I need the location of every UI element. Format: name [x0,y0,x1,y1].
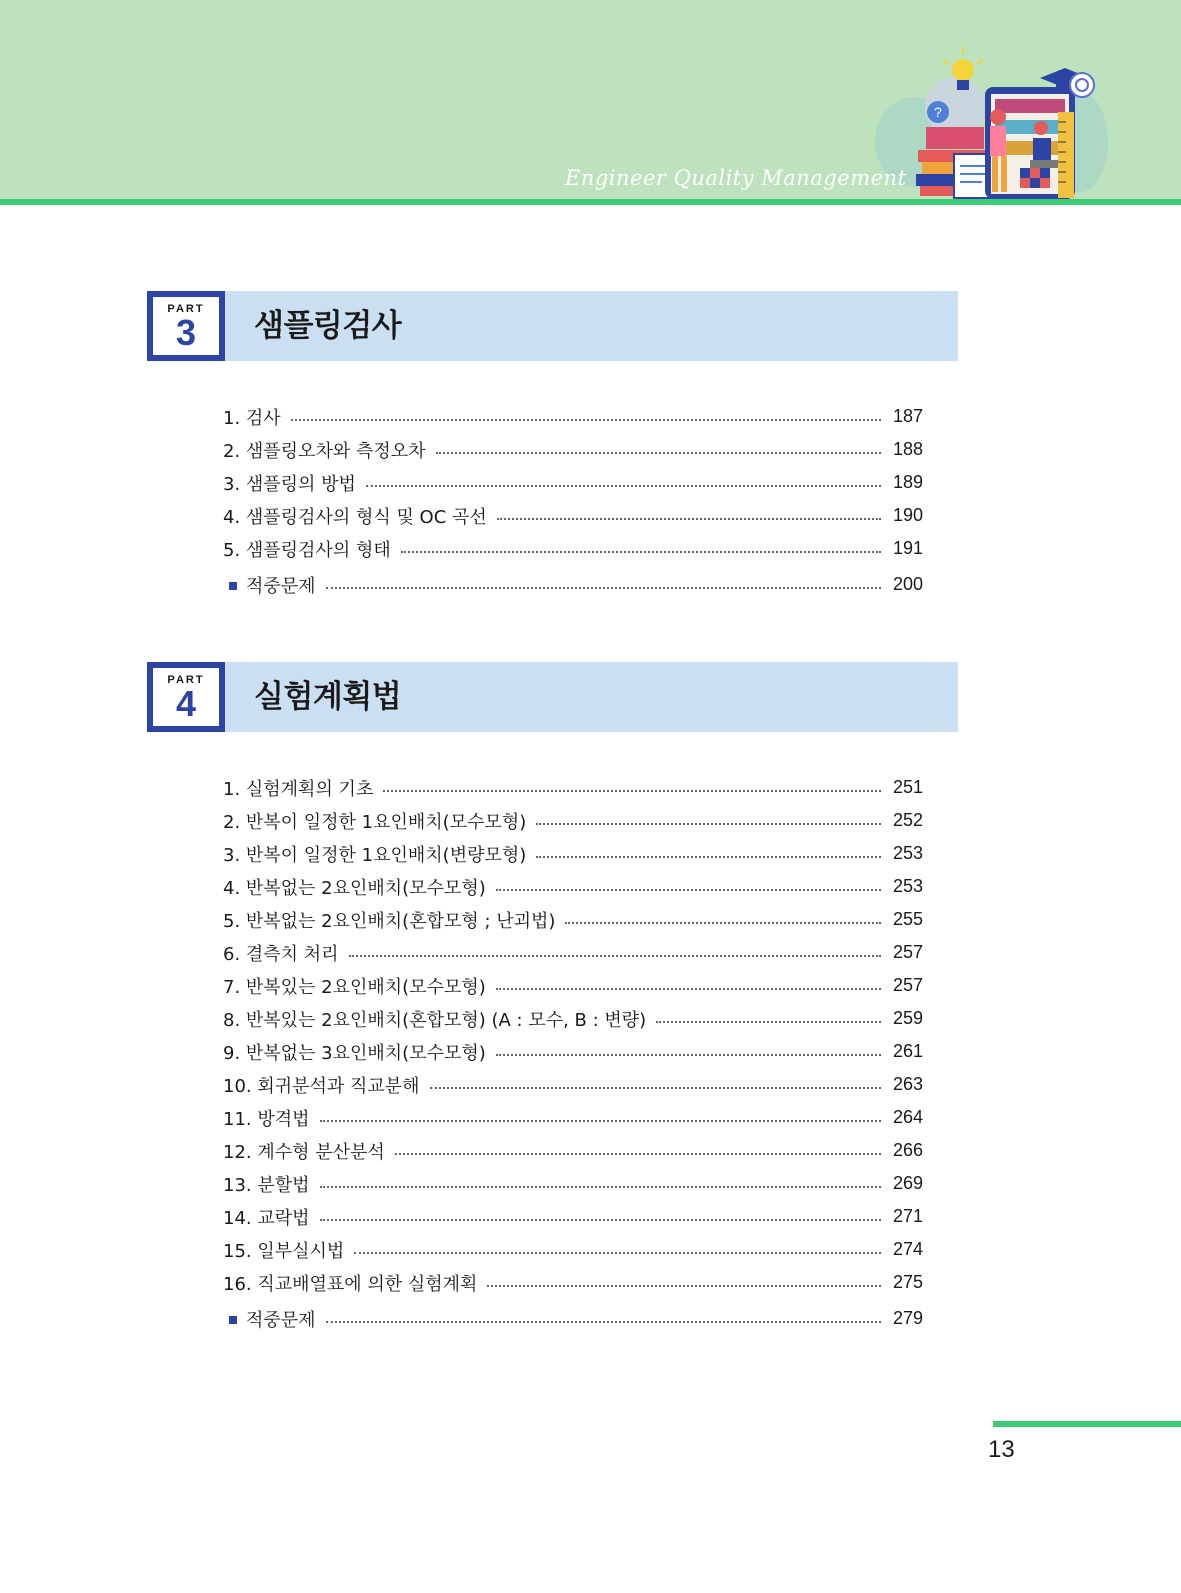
toc-entry-label: 15. 일부실시법 [223,1240,345,1262]
toc-entry-label: 6. 결측치 처리 [223,943,339,965]
toc-entry-label: 4. 반복없는 2요인배치(모수모형) [223,877,486,899]
toc-entry-page: 252 [892,810,923,830]
dot-leader [656,1021,881,1023]
toc-entry-label: 10. 회귀분석과 직교분해 [223,1075,420,1097]
toc-entry[interactable] [223,1167,923,1200]
toc-entry[interactable] [223,903,923,936]
toc-entry[interactable] [223,1035,923,1068]
toc-entry-page: 266 [892,1140,923,1160]
toc-exam-entry[interactable] [223,568,923,601]
toc-entry[interactable] [223,969,923,1002]
dot-leader [326,1321,881,1323]
toc-entry[interactable] [223,804,923,837]
dot-leader [326,587,881,589]
toc-entry[interactable] [223,936,923,969]
toc-entry-page: 275 [892,1272,923,1292]
part-label: PART [167,674,205,686]
toc-entry-label: 7. 반복있는 2요인배치(모수모형) [223,976,486,998]
toc-entry-label: 3. 반복이 일정한 1요인배치(변량모형) [223,844,527,866]
dot-leader [366,485,881,487]
toc-exam-label-wrap [223,1306,326,1332]
part-3-badge [147,291,225,361]
header-title: Engineer Quality Management [565,166,907,190]
toc-entry-label: 11. 방격법 [223,1108,310,1130]
part-4-header [147,662,958,732]
toc-entry-label: 13. 분할법 [223,1174,310,1196]
part-4-badge [147,662,225,732]
toc-entry-page: 189 [892,472,923,492]
dot-leader [320,1120,881,1122]
dot-leader [497,518,881,520]
dot-leader [565,922,881,924]
header-divider [0,199,1181,205]
toc-entry-label: 12. 계수형 분산분석 [223,1141,385,1163]
dot-leader [496,988,881,990]
toc-exam-entry[interactable] [223,1302,923,1335]
toc-entry-page: 271 [892,1206,923,1226]
page-header [0,0,1181,199]
toc-entry-page: 257 [892,975,923,995]
part-3-toc [223,400,923,601]
toc-entry[interactable] [223,1068,923,1101]
toc-entry-label: 2. 샘플링오차와 측정오차 [223,440,426,462]
part-4-title: 실험계획법 [254,679,402,715]
toc-entry-page: 274 [892,1239,923,1259]
dot-leader [395,1153,881,1155]
footer-divider [993,1421,1181,1427]
dot-leader [401,551,881,553]
dot-leader [354,1252,881,1254]
toc-entry-page: 190 [892,505,923,525]
toc-entry-page: 188 [892,439,923,459]
toc-entry[interactable] [223,1134,923,1167]
square-bullet-icon [229,1316,237,1324]
dot-leader [536,856,881,858]
toc-entry-page: 259 [892,1008,923,1028]
part-4-toc [223,771,923,1335]
page-number: 13 [988,1436,1015,1463]
toc-exam-label: 적중문제 [246,575,316,597]
toc-entry-label: 9. 반복없는 3요인배치(모수모형) [223,1042,486,1064]
dot-leader [430,1087,881,1089]
toc-entry[interactable] [223,837,923,870]
part-3-header [147,291,958,361]
part-number: 4 [175,683,197,724]
dot-leader [487,1285,881,1287]
toc-entry-label: 4. 샘플링검사의 형식 및 OC 곡선 [223,506,487,528]
toc-entry[interactable] [223,870,923,903]
dot-leader [291,419,881,421]
toc-entry-label: 5. 반복없는 2요인배치(혼합모형 ; 난괴법) [223,910,556,932]
toc-entry[interactable] [223,433,923,466]
toc-entry-page: 191 [892,538,923,558]
toc-exam-label: 적중문제 [246,1309,316,1331]
dot-leader [320,1186,881,1188]
toc-entry-label: 14. 교락법 [223,1207,310,1229]
toc-entry[interactable] [223,466,923,499]
dot-leader [496,1054,881,1056]
toc-exam-label-wrap [223,572,326,598]
toc-entry[interactable] [223,532,923,565]
toc-entry[interactable] [223,1266,923,1299]
toc-entry-label: 2. 반복이 일정한 1요인배치(모수모형) [223,811,527,833]
toc-entry[interactable] [223,1002,923,1035]
toc-entry-label: 3. 샘플링의 방법 [223,473,356,495]
dot-leader [349,955,881,957]
svg-text:?: ? [934,104,942,120]
toc-entry-page: 264 [892,1107,923,1127]
toc-entry-label: 5. 샘플링검사의 형태 [223,539,391,561]
toc-entry-page: 269 [892,1173,923,1193]
toc-entry-label: 16. 직교배열표에 의한 실험계획 [223,1273,478,1295]
toc-entry[interactable] [223,499,923,532]
toc-entry-label: 8. 반복있는 2요인배치(혼합모형) (A : 모수, B : 변량) [223,1009,647,1031]
toc-entry-page: 257 [892,942,923,962]
part-number: 3 [175,312,197,353]
toc-entry-page: 187 [892,406,923,426]
square-bullet-icon [229,582,237,590]
toc-entry[interactable] [223,1233,923,1266]
toc-entry-page: 253 [892,843,923,863]
dot-leader [436,452,882,454]
toc-entry-page: 251 [892,777,923,797]
toc-entry[interactable] [223,771,923,804]
dot-leader [496,889,881,891]
toc-entry-page: 255 [892,909,923,929]
toc-entry[interactable] [223,400,923,433]
toc-entry-label: 1. 실험계획의 기초 [223,778,374,800]
toc-entry[interactable] [223,1200,923,1233]
toc-exam-page: 279 [892,1308,923,1328]
toc-exam-page: 200 [892,574,923,594]
toc-entry-page: 263 [892,1074,923,1094]
part-3-title: 샘플링검사 [254,308,402,344]
dot-leader [383,790,881,792]
toc-entry[interactable] [223,1101,923,1134]
toc-entry-page: 253 [892,876,923,896]
part-label: PART [167,303,205,315]
toc-entry-page: 261 [892,1041,923,1061]
toc-entry-label: 1. 검사 [223,407,281,429]
dot-leader [320,1219,881,1221]
dot-leader [536,823,881,825]
